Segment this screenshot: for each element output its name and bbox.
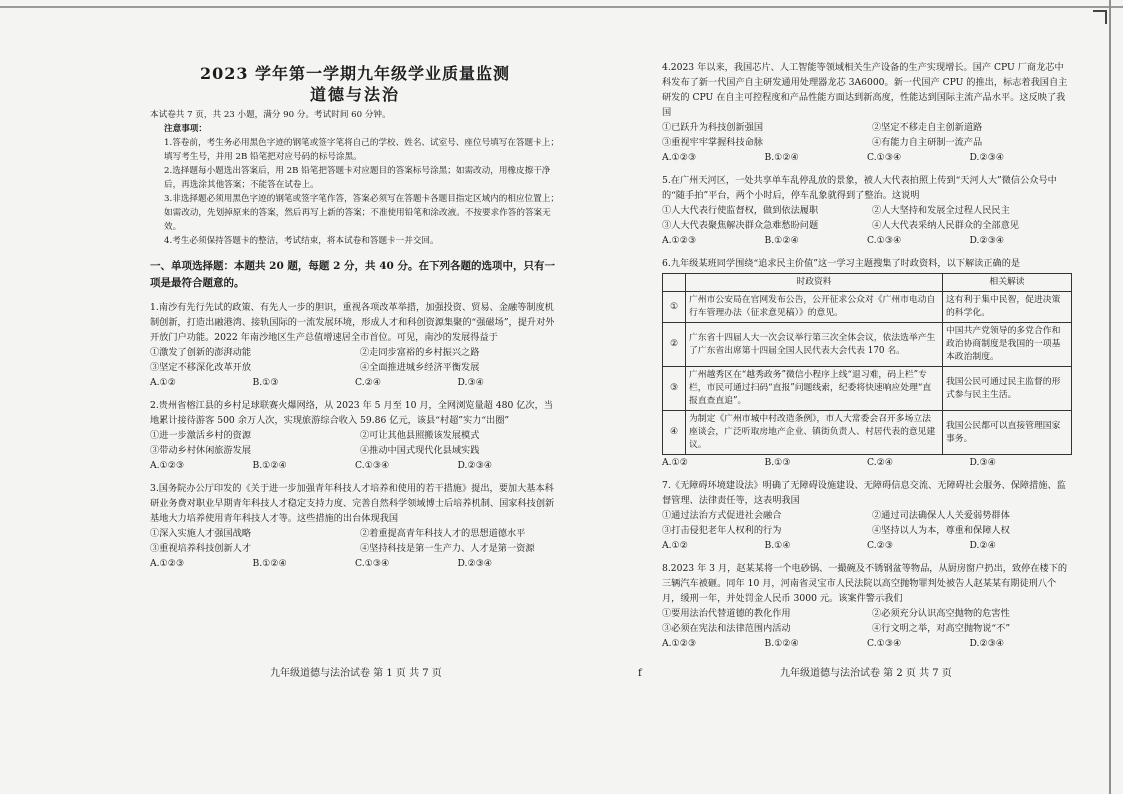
corner-bracket-icon [1093, 10, 1107, 24]
choice-c: C.①③④ [355, 558, 390, 569]
option-4: ④全面推进城乡经济平衡发展 [360, 362, 480, 373]
choice-b: B.①④ [764, 540, 791, 551]
question-5 [662, 173, 1072, 248]
table-header-cell [663, 274, 686, 292]
question-stem: 7.《无障碍环境建设法》明确了无障碍设施建设、无障碍信息交流、无障碍社会服务、保障措施、监督管理、法律责任等，这表明我国 [662, 480, 1066, 506]
question-7 [662, 478, 1072, 553]
option-2: ②人大坚持和发展全过程人民民主 [872, 205, 1010, 216]
table-cell: 中国共产党领导的多党合作和政治协商制度是我国的一项基本政治制度。 [943, 323, 1072, 367]
option-3: ③打击侵犯老年人权利的行为 [662, 525, 782, 536]
option-4: ④坚持以人为本，尊重和保障人权 [872, 525, 1010, 536]
table-header-cell: 时政资料 [686, 274, 943, 292]
table-row [663, 323, 1072, 367]
page-footer-1: 九年级道德与法治试卷 第 1 页 共 7 页 [270, 668, 442, 679]
page-footer-2: 九年级道德与法治试卷 第 2 页 共 7 页 [780, 668, 952, 679]
option-4: ④行文明之举，对高空抛物说“不” [872, 623, 1011, 634]
table-row [663, 367, 1072, 411]
option-4: ④坚持科技是第一生产力、人才是第一资源 [360, 543, 535, 554]
notice-heading: 注意事项： [164, 124, 207, 134]
scan-mark: f [638, 668, 642, 679]
choice-c: C.②④ [867, 457, 894, 468]
notice-3: 3.非选择题必须用黑色字迹的钢笔或签字笔作答，答案必须写在答题卡各题目指定区域内的相应位置上；如需改动，先划掉原来的答案，然后再写上新的答案；不准使用铅笔和涂改液。不按要求作答的答案无效。 [164, 194, 559, 232]
table-cell: 广东省十四届人大一次会议举行第三次全体会议，依法选举产生了广东省出席第十四届全国人民代表大会代表 170 名。 [686, 323, 943, 367]
choice-c: C.①③④ [867, 235, 902, 246]
option-1: ①人大代表行使监督权，做到依法履职 [662, 205, 819, 216]
table-cell: ② [663, 323, 686, 367]
page-2 [662, 60, 1072, 651]
choice-d: D.②③④ [457, 460, 493, 471]
table-cell: 广州越秀区在“越秀政务”微信小程序上线“退习难，码上栏”专栏，市民可通过扫码“直报”问题线索，纪委将快速响应处理“直报直查直追”。 [686, 367, 943, 411]
table-cell: 广州市公安局在官网发布公告，公开征求公众对《广州市电动自行车管理办法（征求意见稿）》的意见。 [686, 292, 943, 323]
choice-d: D.②③④ [969, 152, 1005, 163]
table-row [663, 292, 1072, 323]
option-2: ②必须充分认识高空抛物的危害性 [872, 608, 1010, 619]
choice-b: B.①②④ [764, 638, 799, 649]
table-header-cell: 相关解读 [943, 274, 1072, 292]
choice-a: A.①②③ [662, 638, 697, 649]
option-2: ②通过司法确保人人关爱弱势群体 [872, 510, 1010, 521]
choice-c: C.①③④ [867, 638, 902, 649]
choice-b: B.①②④ [252, 558, 287, 569]
choice-d: D.③④ [969, 457, 996, 468]
question-6 [662, 256, 1072, 470]
question-stem: 5.在广州天河区，一处共享单车乱停乱放的景象，被人大代表拍照上传到“天河人大”微信公众号中的“随手拍”平台，两个小时后，停车乱象就得到了整治。这说明 [662, 175, 1057, 201]
question-stem: 4.2023 年以来，我国芯片、人工智能等领域相关生产设备的生产实现增长。国产 CPU 厂商龙芯中科发布了新一代国产自主研发通用处理器龙芯 3A6000。新一代国产 CPU 的推出，标志着我国自主研发的 CPU 在自主可控程度和产品性能方面达到新高度，性能达到国际主流产品水平。这反映了我国 [662, 62, 1068, 118]
notice-2: 2.选择题每小题选出答案后，用 2B 铅笔把答题卡对应题目的答案标号涂黑；如需改动，用橡皮擦干净后，再选涂其他答案；不能答在试卷上。 [164, 166, 551, 190]
option-3: ③坚定不移深化改革开放 [150, 362, 252, 373]
notice-4: 4.考生必须保持答题卡的整洁，考试结束，将本试卷和答题卡一并交回。 [164, 236, 439, 246]
scan-edge-top [0, 6, 1123, 8]
option-2: ②着重提高青年科技人才的思想道德水平 [360, 528, 526, 539]
choice-b: B.①②④ [252, 460, 287, 471]
table-cell: ① [663, 292, 686, 323]
question-3 [150, 481, 560, 571]
option-1: ①要用法治代替道德的教化作用 [662, 608, 791, 619]
table-cell: ④ [663, 411, 686, 455]
option-3: ③人大代表聚焦解决群众急难愁盼问题 [662, 220, 819, 231]
question-stem: 1.南沙有先行先试的政策、有先人一步的胆识，重视各项改革举措，加强投资、贸易、金融等制度机制创新，打造出融港湾、接轨国际的一流发展环境，形成人才和科创资源集聚的“强磁场”，提升对外开放门户功能。2022 年南沙地区生产总值增速居全市首位。可见，南沙的发展得益于 [150, 302, 555, 343]
question-stem: 3.国务院办公厅印发的《关于进一步加强青年科技人才培养和使用的若干措施》提出，要加大基本科研业务费对职业早期青年科技人才稳定支持力度、完善自然科学领域博士后培养机制、国家科技创新基地大力培养使用青年科技人才等。这些措施的出台体现我国 [150, 483, 555, 524]
choice-b: B.①③ [252, 377, 279, 388]
page-1 [150, 60, 560, 571]
option-3: ③重视培养科技创新人才 [150, 543, 252, 554]
option-2: ②可让其他县照搬该发展模式 [360, 430, 480, 441]
choice-a: A.①② [662, 540, 689, 551]
choice-d: D.②③④ [969, 235, 1005, 246]
option-2: ②走同步富裕的乡村振兴之路 [360, 347, 480, 358]
table-cell: 我国公民都可以直接管理国家事务。 [943, 411, 1072, 455]
option-3: ③重视牢牢掌握科技命脉 [662, 137, 764, 148]
table-cell: ③ [663, 367, 686, 411]
choice-d: D.③④ [457, 377, 484, 388]
exam-intro: 本试卷共 7 页，共 23 小题，满分 90 分。考试时间 60 分钟。 [150, 110, 391, 120]
choice-a: A.①②③ [150, 460, 185, 471]
table-row [663, 411, 1072, 455]
option-3: ③必须在宪法和法律范围内活动 [662, 623, 791, 634]
choice-c: C.②③ [867, 540, 894, 551]
section-heading: 一、单项选择题：本题共 20 题，每题 2 分，共 40 分。在下列各题的选项中，只有一项是最符合题意的。 [150, 260, 555, 289]
policy-table [662, 273, 1072, 455]
table-cell: 为制定《广州市城中村改造条例》，市人大常委会召开多场立法座谈会，广泛听取房地产企业、镇街负责人、村居代表的意见建议。 [686, 411, 943, 455]
choice-c: C.①③④ [355, 460, 390, 471]
choice-a: A.①②③ [662, 235, 697, 246]
choice-b: B.①②④ [764, 152, 799, 163]
choice-d: D.②③④ [457, 558, 493, 569]
choice-a: A.①②③ [150, 558, 185, 569]
choice-c: C.①③④ [867, 152, 902, 163]
choice-b: B.①②④ [764, 235, 799, 246]
option-3: ③带动乡村休闲旅游发展 [150, 445, 252, 456]
question-stem: 6.九年级某班同学围绕“追求民主价值”这一学习主题搜集了时政资料，以下解读正确的是 [662, 258, 1021, 269]
table-header-row [663, 274, 1072, 292]
exam-subject: 道德与法治 [309, 85, 400, 104]
choice-a: A.①②③ [662, 152, 697, 163]
table-cell: 这有利于集中民智，促进决策的科学化。 [943, 292, 1072, 323]
choice-a: A.①② [662, 457, 689, 468]
option-1: ①已跃升为科技创新强国 [662, 122, 764, 133]
table-cell: 我国公民可通过民主监督的形式参与民主生活。 [943, 367, 1072, 411]
question-1 [150, 300, 560, 390]
notice-1: 1.答卷前，考生务必用黑色字迹的钢笔或签字笔将自己的学校、姓名、试室号、座位号填写在答题卡上；填写考生号，并用 2B 铅笔把对应号码的标号涂黑。 [164, 138, 559, 162]
option-1: ①激发了创新的澎湃动能 [150, 347, 252, 358]
choice-c: C.②④ [355, 377, 382, 388]
scan-edge-right [1109, 0, 1111, 794]
option-1: ①进一步激活乡村的资源 [150, 430, 252, 441]
option-4: ④有能力自主研制一流产品 [872, 137, 983, 148]
question-8 [662, 561, 1072, 651]
choice-d: D.②④ [969, 540, 996, 551]
question-stem: 2.贵州省榕江县的乡村足球联赛火爆网络，从 2023 年 5 月至 10 月，全网浏览量超 480 亿次，当地累计接待游客 500 余万人次，实现旅游综合收入 59.86 亿元，该县“村超”实力“出圈” [150, 400, 553, 426]
option-1: ①深入实施人才强国战略 [150, 528, 252, 539]
question-2 [150, 398, 560, 473]
option-4: ④推动中国式现代化县域实践 [360, 445, 480, 456]
choice-a: A.①② [150, 377, 177, 388]
choice-b: B.①③ [764, 457, 791, 468]
option-4: ④人大代表采纳人民群众的全部意见 [872, 220, 1019, 231]
exam-title: 2023 学年第一学期九年级学业质量监测 [199, 64, 511, 83]
choice-d: D.②③④ [969, 638, 1005, 649]
option-2: ②坚定不移走自主创新道路 [872, 122, 983, 133]
question-4 [662, 60, 1072, 165]
question-stem: 8.2023 年 3 月，赵某某将一个电砂锅、一撮碗及不锈钢盆等物品，从厨房窗户扔出，致停在楼下的三辆汽车被砸。同年 10 月，河南省灵宝市人民法院以高空抛物罪判处被告人赵某某有期徒刑八个月，缓刑一年，并处罚金人民币 3000 元。该案件警示我们 [662, 563, 1068, 604]
option-1: ①通过法治方式促进社会融合 [662, 510, 782, 521]
